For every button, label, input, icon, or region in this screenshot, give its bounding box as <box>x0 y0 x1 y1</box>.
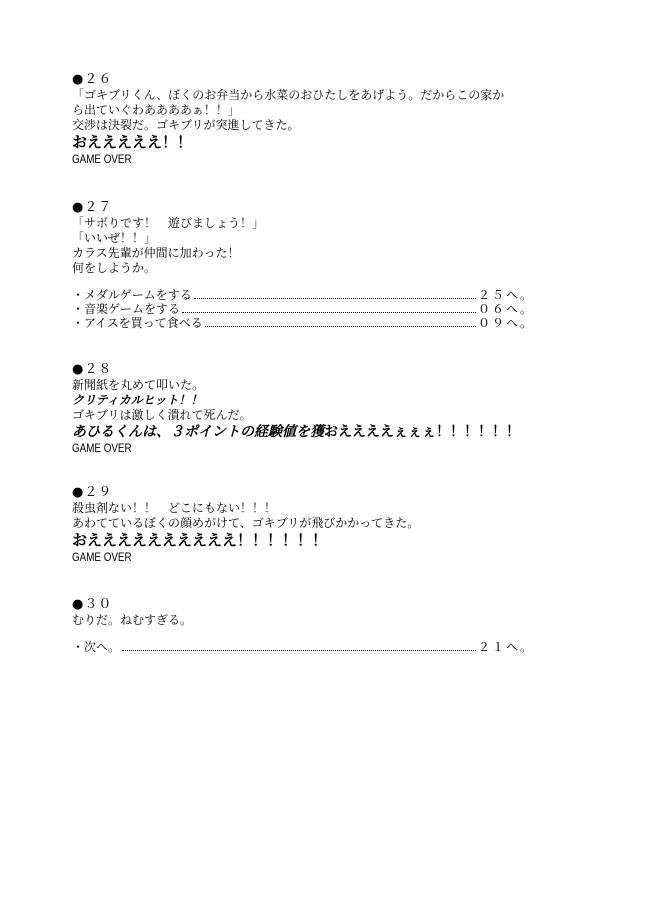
choice-item[interactable] <box>72 302 534 316</box>
text-line: 殺虫剤ない！！ どこにもない！！！ <box>72 501 277 515</box>
choice-list <box>72 288 534 330</box>
section-heading: ●２６ <box>72 72 113 87</box>
text-line: 「サボりです！ 遊びましょう！」 <box>72 216 265 230</box>
text-line: 新聞紙を丸めて叩いた。 <box>72 378 205 392</box>
shout-text: おええええええええええ！！！！！！ <box>72 531 328 549</box>
shout-italic-part: あひるくんは、３ポイントの経験値を獲 <box>72 424 324 440</box>
dot-leader <box>122 650 476 651</box>
text-line: 交渉は決裂だ。ゴキブリが突進してきた。 <box>72 118 300 132</box>
choice-item[interactable] <box>72 640 534 654</box>
choice-item[interactable] <box>72 288 534 302</box>
text-line: 何をしようか。 <box>72 261 157 275</box>
shout-text: おえええええ！！ <box>72 133 193 151</box>
text-line: むりだ。ねむすぎる。 <box>72 613 193 627</box>
choice-label: ・音楽ゲームをする <box>72 302 181 316</box>
critical-hit-text: クリティカルヒット！！ <box>72 393 203 407</box>
choice-target: ０９へ。 <box>477 316 534 330</box>
choice-target: ０６へ。 <box>477 302 534 316</box>
dot-leader <box>194 298 476 299</box>
text-line: ら出ていぐわああああぁ！！」 <box>72 103 240 117</box>
section-heading: ●２７ <box>72 200 113 215</box>
section-heading: ●２９ <box>72 485 113 500</box>
choice-label: ・次へ。 <box>72 640 121 654</box>
section-heading: ●２８ <box>72 362 113 377</box>
game-over-text: GAME OVER <box>72 550 132 564</box>
shout-text <box>72 423 520 441</box>
section-30 <box>72 597 534 654</box>
dot-leader <box>182 312 476 313</box>
section-26 <box>72 72 504 167</box>
shout-rest-part: おええええぇぇぇ！！！！！！ <box>324 424 520 440</box>
choice-list <box>72 640 534 654</box>
game-over-text: GAME OVER <box>72 152 132 166</box>
text-line: ゴキブリは激しく潰れて死んだ。 <box>72 408 252 422</box>
section-28 <box>72 362 520 456</box>
text-line: 「ゴキブリくん、ぼくのお弁当から水菜のおひたしをあげよう。だからこの家か <box>72 88 505 102</box>
section-27 <box>72 200 534 330</box>
text-line: 「いいぜ！！」 <box>72 231 157 245</box>
choice-item[interactable] <box>72 316 534 330</box>
text-line: カラス先輩が仲間に加わった！ <box>72 246 240 260</box>
game-over-text: GAME OVER <box>72 441 132 455</box>
choice-target: ２１へ。 <box>477 640 534 654</box>
dot-leader <box>205 326 476 327</box>
choice-target: ２５へ。 <box>477 288 534 302</box>
text-line: あわてているぼくの顔めがけて、ゴキブリが飛びかかってきた。 <box>72 516 420 530</box>
choice-label: ・アイスを買って食べる <box>72 316 203 330</box>
choice-label: ・メダルゲームをする <box>72 288 192 302</box>
section-heading: ●３０ <box>72 597 113 612</box>
section-29 <box>72 485 419 565</box>
